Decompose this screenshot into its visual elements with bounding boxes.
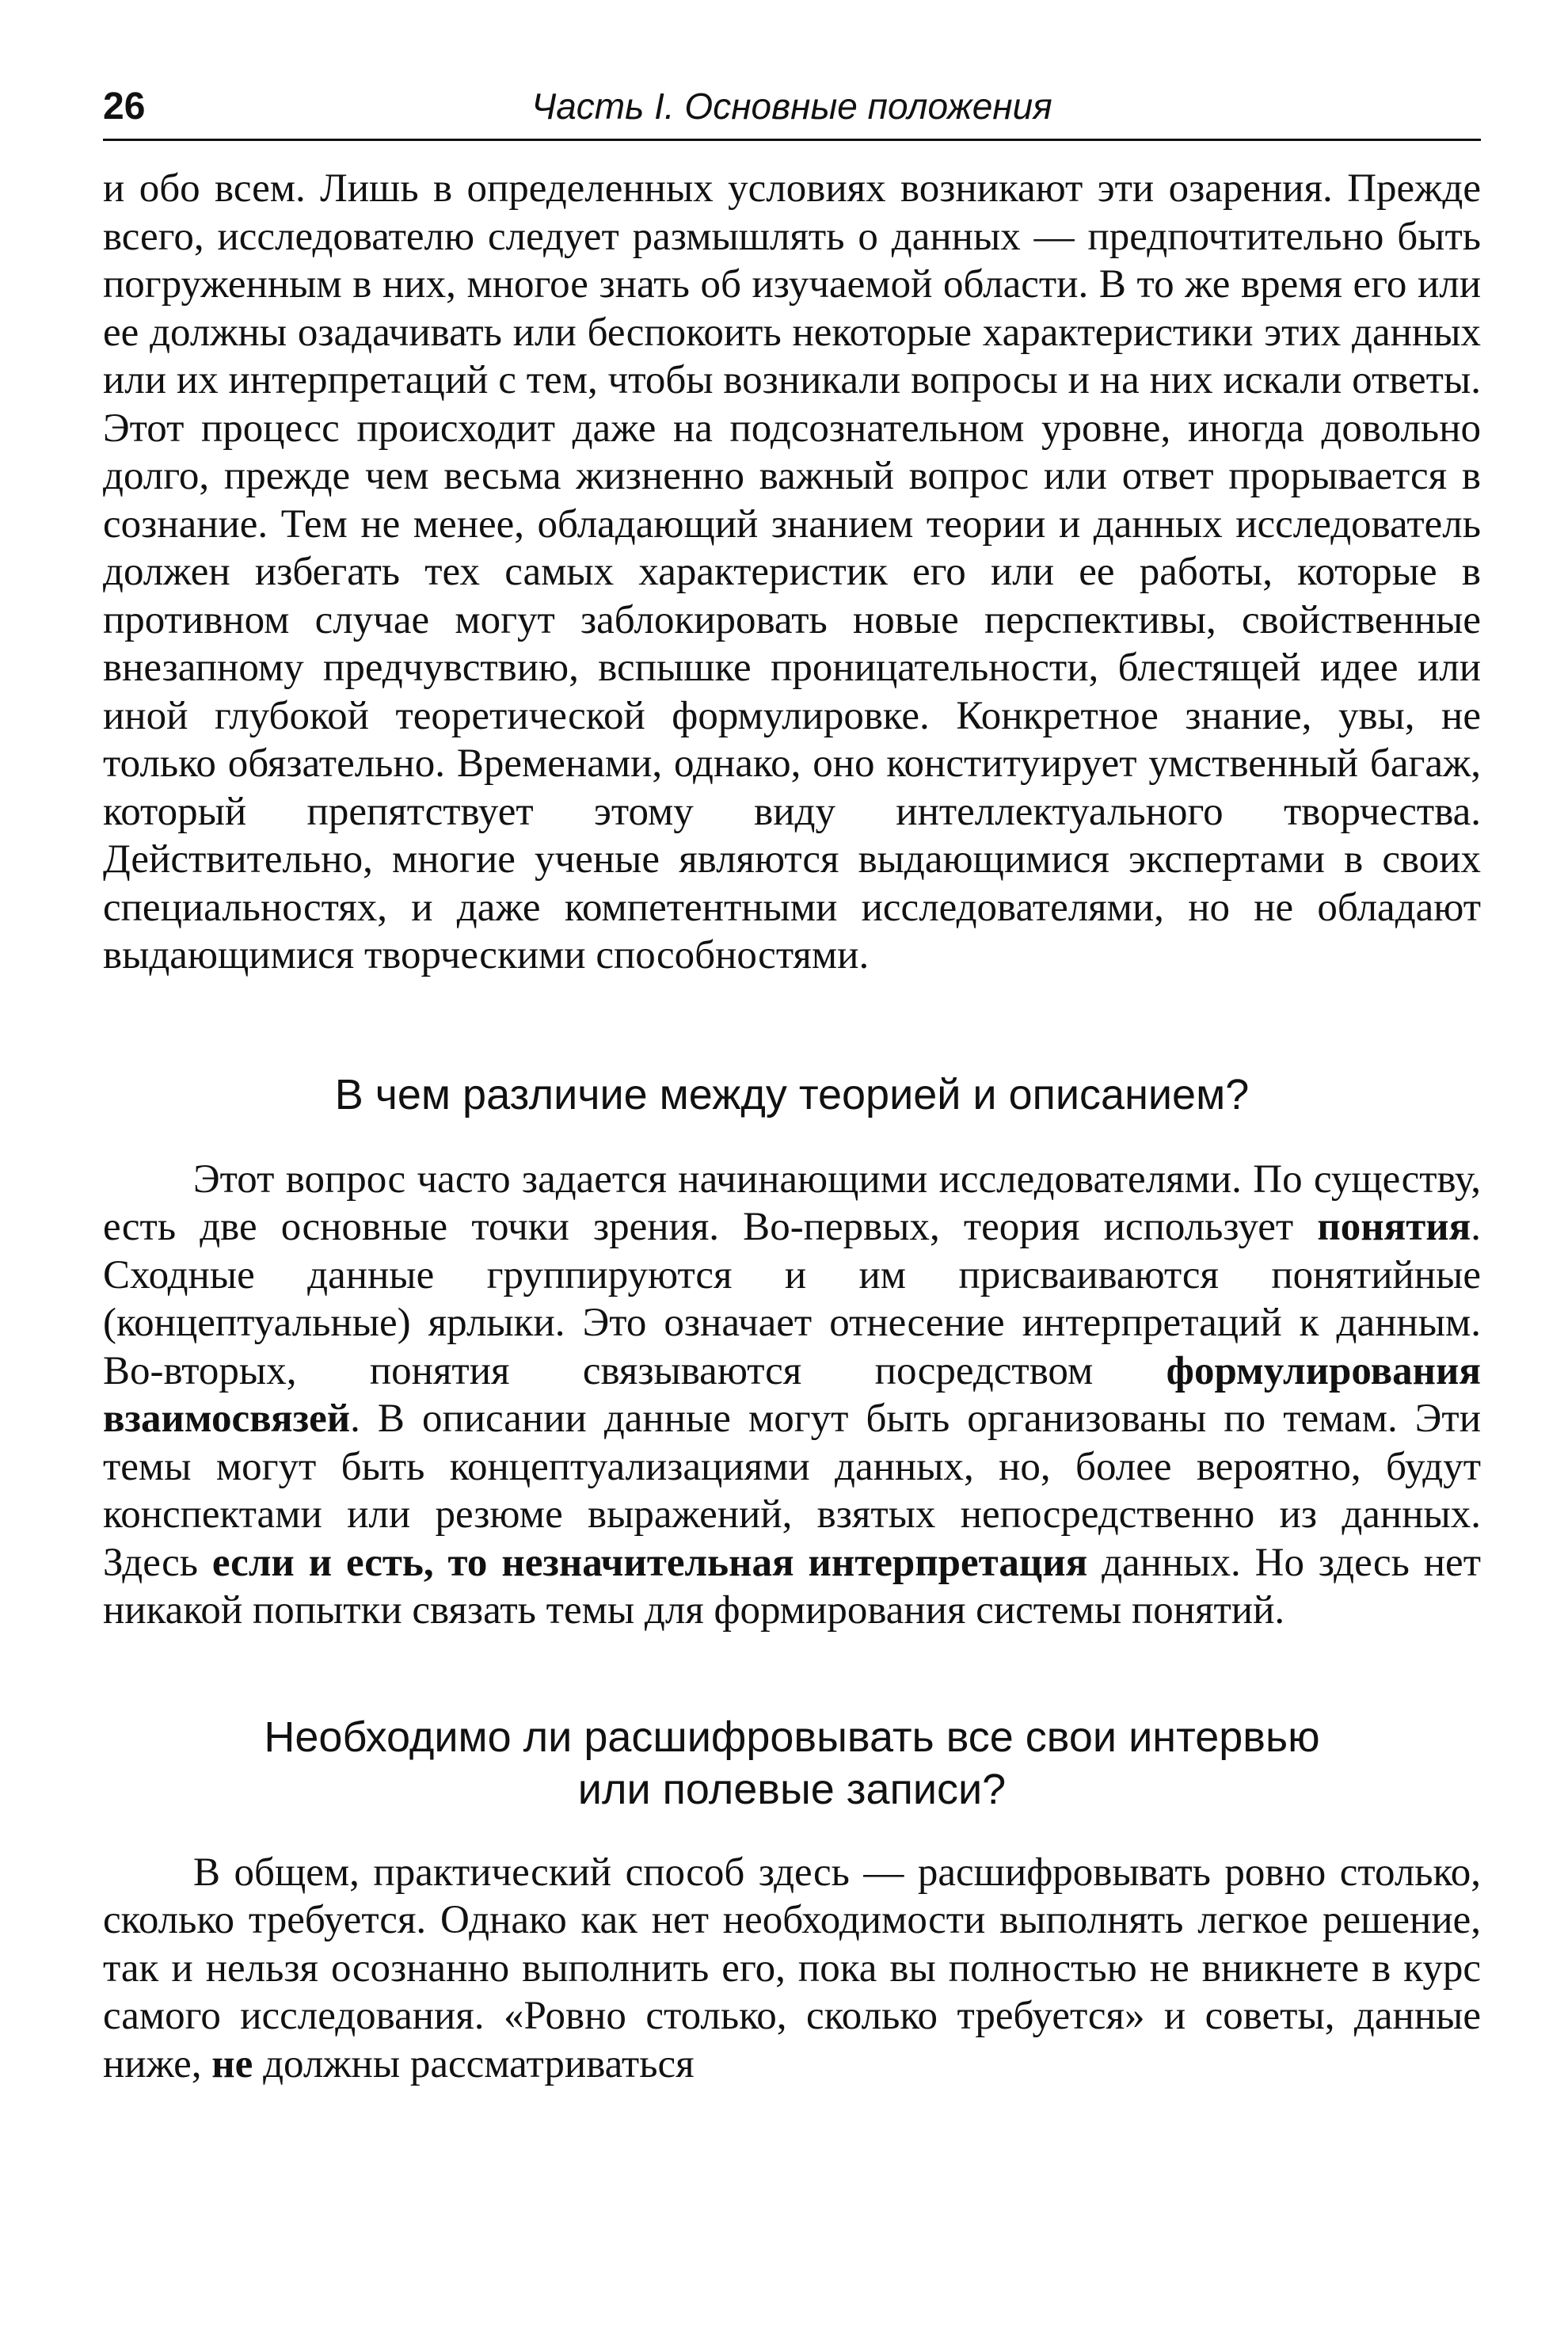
text-run: данных. Но здесь нет никакой попытки связать темы для формирования системы понятий.	[103, 1540, 1481, 1633]
text-run: В общем, практический способ здесь — расшифровывать ровно столько, сколько требуется. Однако как нет необходимости выполнять легкое решение, так и нельзя осознанно выполнить его, пока вы полностью не вникнете в курс самого исследования. «Ровно столько, сколько требуется» и советы, данные ниже,	[103, 1850, 1481, 2086]
paragraph-theory-vs-description	[103, 1156, 1481, 1635]
bold-term-concepts: понятия	[1317, 1205, 1471, 1249]
book-page	[103, 75, 1481, 2088]
section-heading-theory-vs-description: В чем различие между теорией и описанием?	[334, 1070, 1250, 1118]
section-heading-transcription	[103, 1711, 1481, 1816]
heading-line: или полевые записи?	[577, 1765, 1007, 1813]
text-run: Этот вопрос часто задается начинающими исследователями. По существу, есть две основные точки зрения. Во-первых, теория использует	[103, 1156, 1481, 1249]
heading-line: Необходимо ли расшифровывать все свои интервью	[264, 1713, 1320, 1761]
bold-term-relationships: формулирования взаимосвязей	[103, 1348, 1481, 1441]
running-header	[103, 75, 1481, 141]
bold-term-not: не	[211, 2041, 253, 2086]
text-run: . В описании данные могут быть организованы по темам. Эти темы могут быть концептуализациями данных, но, более вероятно, будут конспектами или резюме выражений, взятых непосредственно из данных. Здесь	[103, 1397, 1481, 1585]
bold-term-interpretation: если и есть, то незначительная интерпретация	[211, 1540, 1088, 1585]
paragraph-transcription	[103, 1849, 1481, 2089]
paragraph-continued: и обо всем. Лишь в определенных условиях возникают эти озарения. Прежде всего, исследователю следует размышлять о данных — предпочтительно быть погруженным в них, многое знать об изучаемой области. В то же время его или ее должны озадачивать или беспокоить некоторые характеристики этих данных или их интерпретаций с тем, чтобы возникали вопросы и на них искали ответы. Этот процесс происходит даже на подсознательном уровне, иногда довольно долго, прежде чем весьма жизненно важный вопрос или ответ прорывается в сознание. Тем не менее, обладающий знанием теории и данных исследователь должен избегать тех самых характеристик его или ее работы, которые в противном случае могут заблокировать новые перспективы, свойственные внезапному предчувствию, вспышке проницательности, блестящей идее или иной глубокой теоретической формулировке. Конкретное знание, увы, не только обязательно. Временами, однако, оно конституирует умственный багаж, который препятствует этому виду интеллектуального творчества. Действительно, многие ученые являются выдающимися экспертами в своих специальностях, и даже компетентными исследователями, но не обладают выдающимися творческими способностями.	[103, 166, 1481, 977]
text-run: . Сходные данные группируются и им присваиваются понятийные (концептуальные) ярлыки. Это означает отнесение интерпретаций к данным. Во-вторых, понятия связываются посредством	[103, 1205, 1481, 1393]
page-number: 26	[103, 86, 146, 128]
text-run: должны рассматриваться	[253, 2041, 695, 2086]
running-title: Часть I. Основные положения	[531, 86, 1052, 127]
